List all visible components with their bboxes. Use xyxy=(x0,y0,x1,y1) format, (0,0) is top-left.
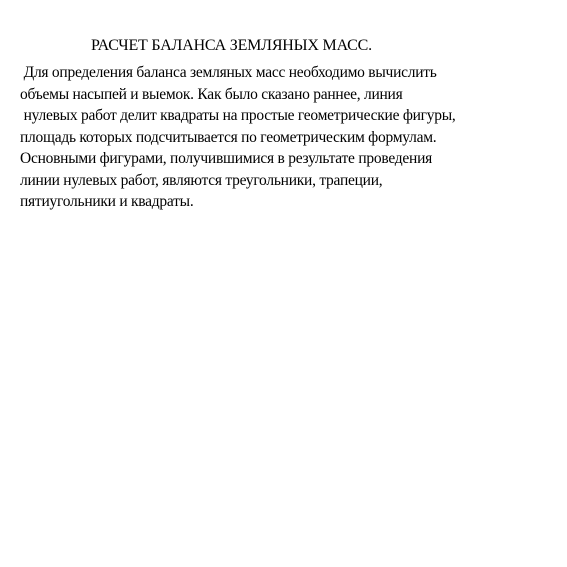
body-line: объемы насыпей и выемок. Как было сказано раннее, линия xyxy=(20,85,403,103)
body-line: пятиугольники и квадраты. xyxy=(20,193,194,210)
body-line: нулевых работ делит квадраты на простые геометрические фигуры, xyxy=(20,107,456,124)
document-title: РАСЧЕТ БАЛАНСА ЗЕМЛЯНЫХ МАСС. xyxy=(91,37,372,54)
document-body xyxy=(20,62,550,213)
body-line: площадь которых подсчитывается по геометрическим формулам. xyxy=(20,128,437,146)
body-line: Для определения баланса земляных масс необходимо вычислить xyxy=(20,64,437,81)
body-line: Основными фигурами, получившимися в результате проведения xyxy=(20,150,432,167)
body-line: линии нулевых работ, являются треугольники, трапеции, xyxy=(20,171,383,189)
